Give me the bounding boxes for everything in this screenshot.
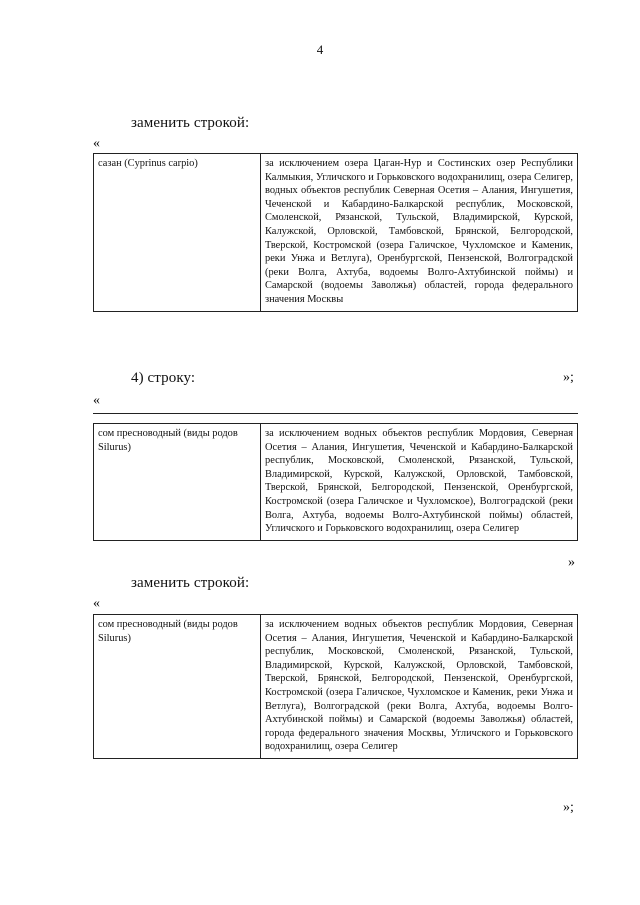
close-quote: »; [563,800,574,815]
open-quote: « [93,596,100,611]
close-quote: » [568,555,575,570]
table-top-rule [93,413,578,414]
table-row [94,615,578,759]
description-cell: за исключением водных объектов республик Мордовия, Северная Осетия – Алания, Ингушетия, Чеченской и Кабардино-Балкарской республик, Московской, Смоленской, Рязанской, Тульской, Владимирской, Курской, Калужской, Орловской, Тамбовской, Тверской, Брянской, Белгородской, Пензенской, Оренбургской, Костромской (озера Галичское, Чухломское и Каменик, реки Унжа и Ветлуга), Волгоградской (реки Волга, Ахтуба, водоемы Волго-Ахтубинской поймы) и Самарской (водоемы Заволжья) областей, города федерального значения Москвы, Угличского и Горьковского водохранилищ, озера Селигер [261,615,578,759]
open-quote: « [93,393,100,408]
species-table [93,423,578,541]
description-cell: за исключением озера Цаган-Нур и Состинских озер Республики Калмыкия, Угличского и Горьковского водохранилищ, озера Селигер, водных объектов республик Северная Осетия – Алания, Ингушетия, Чеченской и Кабардино-Балкарской республик, Московской, Смоленской, Рязанской, Тульской, Владимирской, Курской, Калужской, Орловской, Тамбовской, Брянской, Белгородской, Тверской, Костромской (озера Галичское, Чухломское и Каменик, реки Унжа и Ветлуга), Оренбургской, Пензенской, Волгоградской (реки Волга, Ахтуба, водоемы Волго-Ахтубинской поймы) и Самарской (водоемы Заволжья) областей, города федерального значения Москвы [261,154,578,312]
close-quote: »; [563,370,574,385]
description-cell: за исключением водных объектов республик Мордовия, Северная Осетия – Алания, Ингушетия, Чеченской и Кабардино-Балкарской республик, Московской, Смоленской, Рязанской, Тульской, Владимирской, Курской, Калужской, Орловской, Тамбовской, Тверской, Брянской, Белгородской, Пензенской, Оренбургской, Костромской (озера Галичское и Чухломское), Волгоградской (реки Волга, Ахтуба, водоемы Волго-Ахтубинской поймы) областей, Угличского и Горьковского водохранилищ, озера Селигер [261,424,578,541]
species-table [93,614,578,759]
species-table [93,153,578,312]
table-row [94,424,578,541]
species-cell: сазан (Cyprinus carpio) [94,154,261,312]
open-quote: « [93,136,100,151]
species-cell: сом пресноводный (виды родов Silurus) [94,615,261,759]
page-number: 4 [316,42,324,57]
table-row [94,154,578,312]
replace-heading: заменить строкой: [131,115,250,131]
replace-heading: заменить строкой: [131,575,250,591]
line-heading: 4) строку: [131,370,196,386]
species-cell: сом пресноводный (виды родов Silurus) [94,424,261,541]
